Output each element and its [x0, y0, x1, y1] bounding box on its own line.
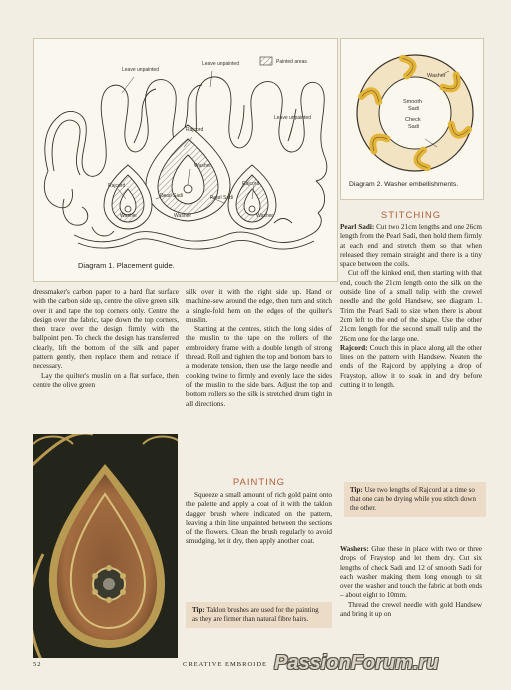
page-number: 52 [33, 661, 42, 668]
column-3-text [340, 223, 482, 390]
washer-drawing [341, 39, 483, 179]
diagram-2-caption: Diagram 2. Washer embellishments. [349, 181, 459, 188]
diagram-2 [340, 38, 484, 200]
tip-2-label: Tip: [350, 486, 363, 494]
diagram-1 [33, 38, 338, 282]
col1-paragraph-2: Lay the quilter's muslin on a flat surface, then centre the olive green [33, 371, 179, 389]
label-washer-lower: Washer [174, 213, 192, 219]
label-smooth-sadi-2: Sadi [408, 106, 420, 112]
label-leave-unpainted-3: Leave unpainted [274, 115, 311, 121]
label-rajcord-centre: Rajcord [186, 127, 204, 133]
label-check-sadi-2: Sadi [408, 124, 420, 130]
washers-text: Glue these in place with two or three drops of Fraystop and let them dry. Cut six lengths of check Sadi and 12 of smooth Sadi for each washer making them long enough to sit over the washer and touch the fabric at both ends – about eight to 10mm. [340, 545, 482, 600]
label-leave-unpainted-1: Leave unpainted [122, 67, 159, 73]
tip-box-2 [344, 482, 486, 517]
col2-paragraph-3: Squeeze a small amount of rich gold paint onto the palette and apply a coat of it with the taklon dagger brush where indicated on the pattern, leaving a thin line unpainted between the sections of the flowers. Clean the brush regularly to avoid smudging, let it dry, then apply another coat. [186, 491, 332, 546]
col1-paragraph-1: dressmaker's carbon paper to a hard flat surface with the carbon side up, centre the olive green silk over it and tape the top corners only. Centre the design over the fabric, tape down the top corners, then trace over the design firmly with the ballpoint pen. To check the design has transferred clearly, lift the bottom of the silk and paper pattern gently, then replace them and retrace if necessary. [33, 288, 179, 371]
diagram-1-caption: Diagram 1. Placement guide. [78, 261, 175, 270]
pearl-sadi-label: Pearl Sadi: [340, 223, 375, 231]
tip-box-1 [186, 602, 332, 628]
washers-text-block [340, 545, 482, 619]
tip-1-label: Tip: [192, 606, 205, 614]
label-pearl-sadi-right: Pearl Sadi [210, 195, 234, 201]
painting-text [186, 491, 332, 547]
placement-guide-drawing [34, 39, 337, 261]
stitching-heading: STITCHING [380, 210, 442, 221]
label-rajcord-right: Rajcord [242, 181, 260, 187]
col3-paragraph-2: Cut off the kinked end, then starting with that end, couch the 21cm length onto the silk on the outside line of a small tulip with the crewel needle and the gold Handsew, see diagram 1. Trim the Pearl Sadi to size when there is about 2cm left to the end of the shape. Use the other 21cm length for the second small tulip and the 26cm one for the large one. [340, 269, 482, 343]
washers-label: Washers: [340, 545, 369, 553]
column-1-text [33, 288, 179, 390]
col3-paragraph-5: Thread the crewel needle with gold Handsew and bring it up on [340, 600, 482, 619]
label-smooth-sadi-1: Smooth [403, 99, 422, 105]
label-painted-areas: Painted areas [276, 59, 307, 65]
magazine-title: CREATIVE EMBROIDE [183, 661, 267, 668]
label-pearl-sadi-left: Pearl Sadi [160, 193, 184, 199]
tip-1-text: Taklon brushes are used for the painting as they are firmer than natural fibre hairs. [192, 606, 319, 623]
label-washer-centre: Washer [194, 163, 212, 169]
col2-paragraph-2: Starting at the centres, stitch the long sides of the muslin to the tape on the rollers of the embroidery frame with a double length of strong thread. Roll and tighten the top and bottom bars to a moderate tension, then use the large needle and cooking twine to firmly and evenly lace the sides of the muslin to the side bars. Adjust the top and bottom rollers so the silk is stretched drum tight in all directions. [186, 325, 332, 408]
rajcord-label: Rajcord: [340, 343, 368, 352]
painting-heading: PAINTING [232, 477, 286, 488]
watermark: PassionForum.ru [274, 652, 439, 674]
embroidery-photo [33, 434, 178, 658]
label-rajcord-left: Rajcord [108, 183, 126, 189]
label-washer: Washer [427, 73, 446, 79]
col2-paragraph-1: silk over it with the right side up. Hand or machine-sew around the edge, then turn and stitch a single-fold hem on the edges of the quilter's muslin. [186, 288, 332, 324]
label-check-sadi-1: Check [405, 117, 421, 123]
label-washer-left: Washer [120, 213, 138, 219]
rajcord-text: Couch this in place along all the other lines on the pattern with Handsew. Neaten the ends of the Rajcord by applying a drop of Fraystop, allow it to soak in and dry before cutting it to length. [340, 343, 482, 390]
tip-2-text: Use two lengths of Rajcord at a time so that one can be drying while you stitch down the other. [350, 486, 476, 512]
label-washer-right: Washer [256, 213, 274, 219]
label-leave-unpainted-2: Leave unpainted [202, 61, 239, 67]
pearl-sadi-text: Cut two 21cm lengths and one 26cm length from the Pearl Sadi, then hold them firmly at each end and stretch them so that when released they remain straight and there is a tiny space between the coils. [340, 223, 483, 269]
column-2-text [186, 288, 332, 409]
